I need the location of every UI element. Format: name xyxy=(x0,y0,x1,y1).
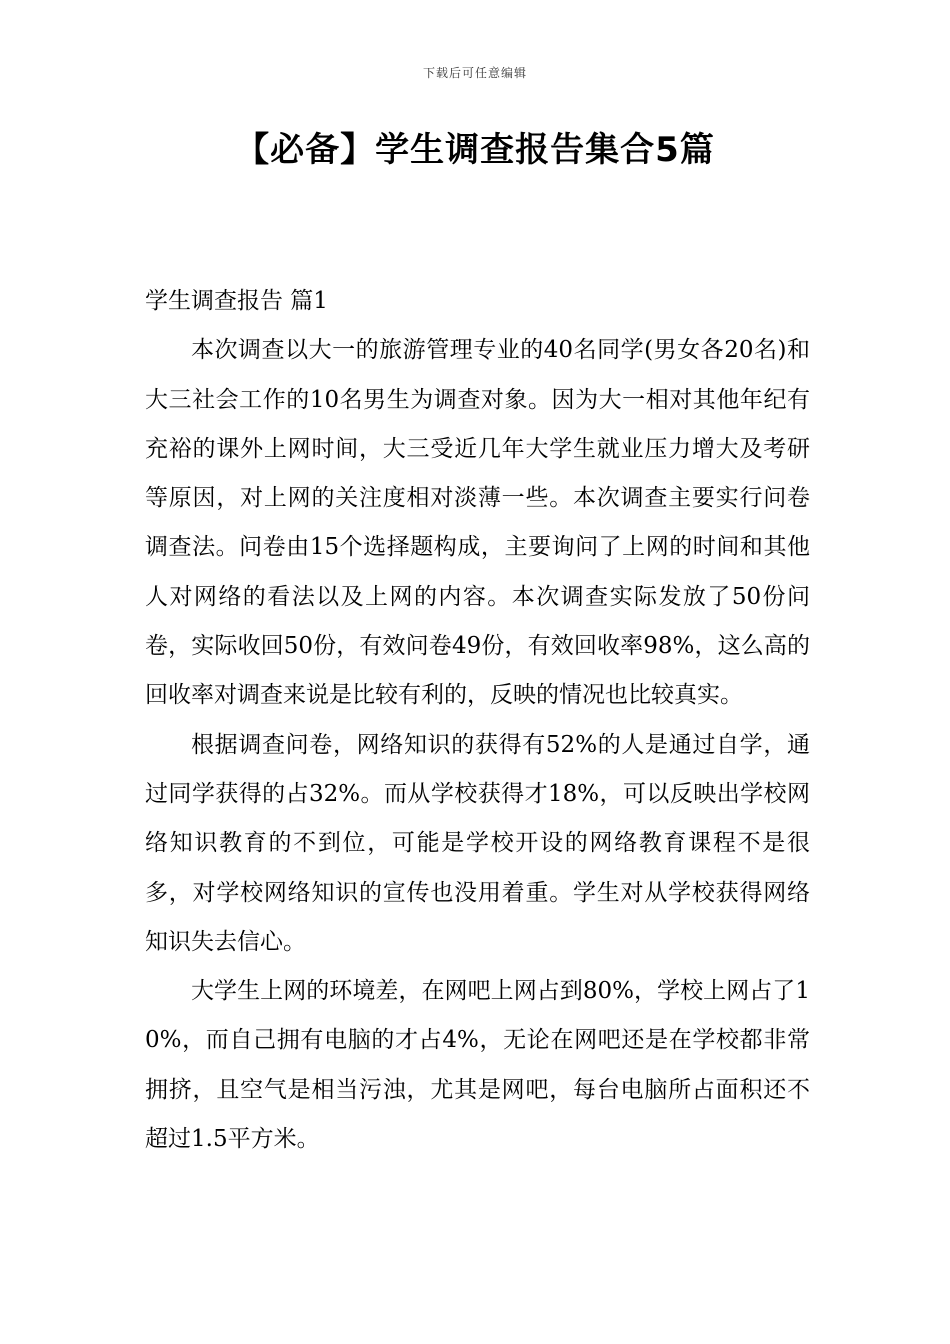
body-paragraph-3: 大学生上网的环境差，在网吧上网占到80%，学校上网占了10%，而自己拥有电脑的才占4%，无论在网吧还是在学校都非常拥挤，且空气是相当污浊，尤其是网吧，每台电脑所占面积还不超过1.5平方米。 xyxy=(145,978,810,1153)
body-paragraph-2: 根据调查问卷，网络知识的获得有52%的人是通过自学，通过同学获得的占32%。而从学校获得才18%，可以反映出学校网络知识教育的不到位，可能是学校开设的网络教育课程不是很多，对学校网络知识的宣传也没用着重。学生对从学校获得网络知识失去信心。 xyxy=(145,731,810,955)
header-note: 下载后可任意编辑 xyxy=(422,66,527,80)
page-title: 【必备】学生调查报告集合5篇 xyxy=(235,130,715,170)
document-body xyxy=(145,277,810,1164)
body-paragraph-1: 本次调查以大一的旅游管理专业的40名同学(男女各20名)和大三社会工作的10名男生为调查对象。因为大一相对其他年纪有充裕的课外上网时间，大三受近几年大学生就业压力增大及考研等原因，对上网的关注度相对淡薄一些。本次调查主要实行问卷调查法。问卷由15个选择题构成，主要询问了上网的时间和其他人对网络的看法以及上网的内容。本次调查实际发放了50份问卷，实际收回50份，有效问卷49份，有效回收率98%，这么高的回收率对调查来说是比较有利的，反映的情况也比较真实。 xyxy=(145,337,810,709)
section-heading: 学生调查报告 篇1 xyxy=(145,288,328,314)
